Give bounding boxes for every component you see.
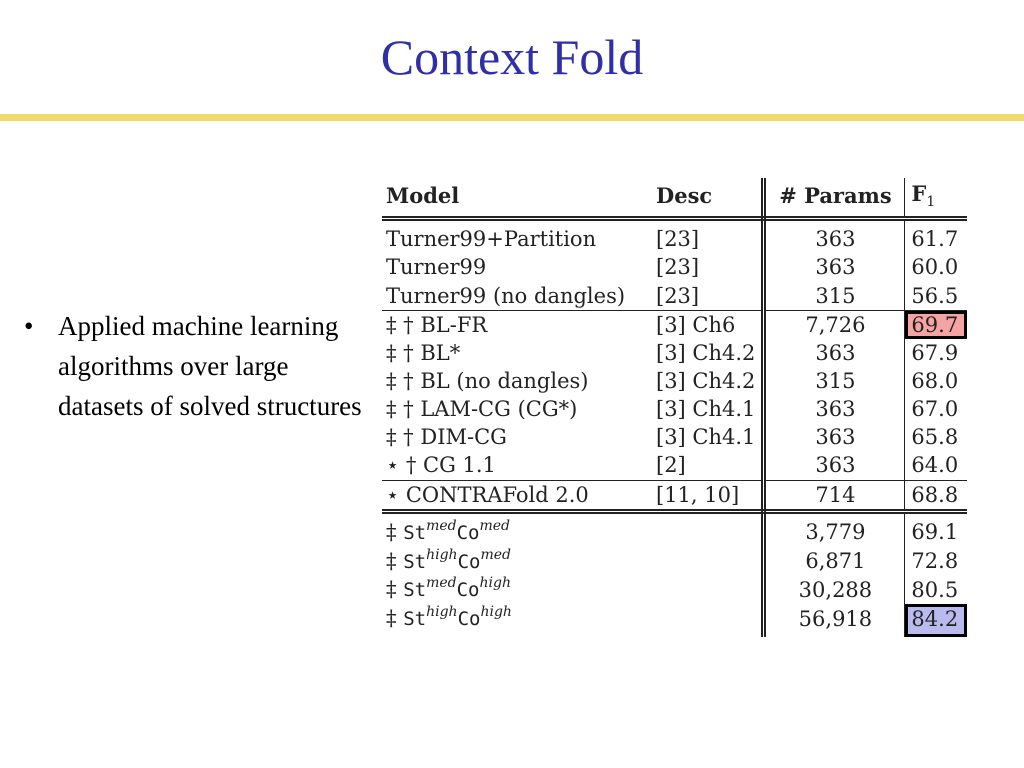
model-st-sup: med	[426, 517, 457, 534]
table-row	[382, 339, 967, 367]
table-row	[382, 451, 967, 480]
cell-desc: [3] Ch4.2	[650, 367, 764, 395]
cell-f1: 60.0	[911, 255, 959, 280]
cell-model: ‡ † DIM-CG	[386, 425, 507, 450]
cell-model: ⋆ † CG 1.1	[382, 451, 650, 480]
table-row	[382, 310, 967, 339]
title-divider	[0, 114, 1024, 121]
cell-model	[382, 511, 650, 546]
cell-params: 315	[764, 282, 905, 311]
table-row	[382, 511, 967, 546]
model-st-sup: med	[426, 575, 457, 592]
cell-model: Turner99+Partition	[386, 227, 597, 252]
slide-title: Context Fold	[380, 29, 644, 85]
cell-params: 363	[764, 339, 905, 367]
cell-f1: 67.0	[911, 397, 959, 422]
table-row	[382, 282, 967, 311]
cell-params: 363	[764, 395, 905, 423]
model-st: St	[403, 608, 427, 631]
cell-desc: [3] Ch4.1	[650, 395, 764, 423]
model-prefix: ‡	[386, 577, 404, 602]
table-header-row	[382, 178, 967, 219]
cell-f1: 72.8	[911, 548, 959, 573]
table-row	[382, 253, 967, 281]
header-f1-subscript: 1	[926, 194, 936, 211]
model-co: Co	[457, 550, 481, 573]
model-prefix: ‡	[386, 606, 404, 631]
cell-f1: 65.8	[911, 425, 959, 450]
cell-params: 7,726	[764, 310, 905, 339]
bullet-text: Applied machine learning algorithms over large datasets of solved structures	[58, 311, 362, 421]
cell-f1: 68.8	[905, 480, 968, 511]
cell-model: Turner99	[386, 255, 487, 280]
cell-desc: [3] Ch6	[650, 310, 764, 339]
cell-model: ⋆ CONTRAFold 2.0	[382, 480, 650, 511]
cell-desc: [3] Ch4.1	[650, 423, 764, 451]
model-st: St	[403, 550, 427, 573]
bullet-item	[22, 306, 367, 426]
cell-model: ‡ † BL (no dangles)	[386, 368, 589, 393]
table-row	[382, 547, 967, 576]
cell-params: 3,779	[764, 511, 905, 546]
table-row	[382, 480, 967, 511]
cell-params: 6,871	[764, 547, 905, 576]
model-co: Co	[456, 521, 480, 544]
model-co-sup: med	[479, 517, 511, 534]
model-co-sup: high	[480, 604, 512, 621]
cell-model: Turner99 (no dangles)	[382, 282, 650, 311]
cell-desc	[650, 547, 764, 576]
header-model: Model	[382, 178, 650, 219]
bullet-list	[22, 306, 367, 426]
cell-desc	[650, 575, 764, 604]
cell-desc: [2]	[650, 451, 764, 480]
model-prefix: ‡	[386, 548, 404, 573]
cell-f1-highlight: 69.7	[905, 310, 968, 339]
header-desc: Desc	[650, 178, 764, 219]
cell-desc	[650, 604, 764, 637]
model-st: St	[403, 579, 427, 602]
cell-desc: [23]	[650, 253, 764, 281]
cell-params: 363	[764, 451, 905, 480]
table-row	[382, 423, 967, 451]
cell-desc: [23]	[650, 219, 764, 254]
cell-desc	[650, 511, 764, 546]
cell-model: ‡ † LAM-CG (CG*)	[386, 397, 578, 422]
cell-params: 363	[764, 253, 905, 281]
cell-f1: 67.9	[911, 340, 959, 365]
cell-params: 714	[764, 480, 905, 511]
cell-f1-highlight: 84.2	[905, 604, 968, 637]
table-row	[382, 604, 967, 637]
cell-model: ‡ † BL-FR	[386, 312, 488, 337]
cell-f1: 69.1	[911, 520, 959, 545]
cell-params: 56,918	[764, 604, 905, 637]
cell-f1: 68.0	[911, 368, 959, 393]
header-f1	[905, 178, 968, 219]
cell-model	[382, 604, 650, 637]
header-f1-label: F	[911, 181, 927, 206]
cell-model	[382, 547, 650, 576]
cell-f1: 80.5	[911, 577, 959, 602]
cell-params: 363	[764, 219, 905, 254]
table-row	[382, 395, 967, 423]
results-table	[382, 178, 967, 637]
model-st: St	[403, 521, 427, 544]
cell-params: 30,288	[764, 575, 905, 604]
cell-params: 315	[764, 367, 905, 395]
cell-desc: [11, 10]	[650, 480, 764, 511]
model-prefix: ‡	[386, 519, 404, 544]
cell-f1: 61.7	[911, 227, 959, 252]
cell-f1: 64.0	[905, 451, 968, 480]
model-st-sup: high	[426, 546, 458, 563]
cell-model: ‡ † BL*	[386, 340, 461, 365]
table-row	[382, 575, 967, 604]
model-co-sup: high	[479, 575, 511, 592]
table-row	[382, 367, 967, 395]
model-co: Co	[457, 608, 481, 631]
model-st-sup: high	[426, 604, 458, 621]
model-co: Co	[456, 579, 480, 602]
cell-params: 363	[764, 423, 905, 451]
header-params: # Params	[764, 178, 905, 219]
table-row	[382, 219, 967, 254]
cell-desc: [3] Ch4.2	[650, 339, 764, 367]
model-co-sup: med	[480, 546, 511, 563]
cell-f1: 56.5	[905, 282, 968, 311]
cell-desc: [23]	[650, 282, 764, 311]
bullet-icon: •	[24, 311, 34, 341]
cell-model	[382, 575, 650, 604]
